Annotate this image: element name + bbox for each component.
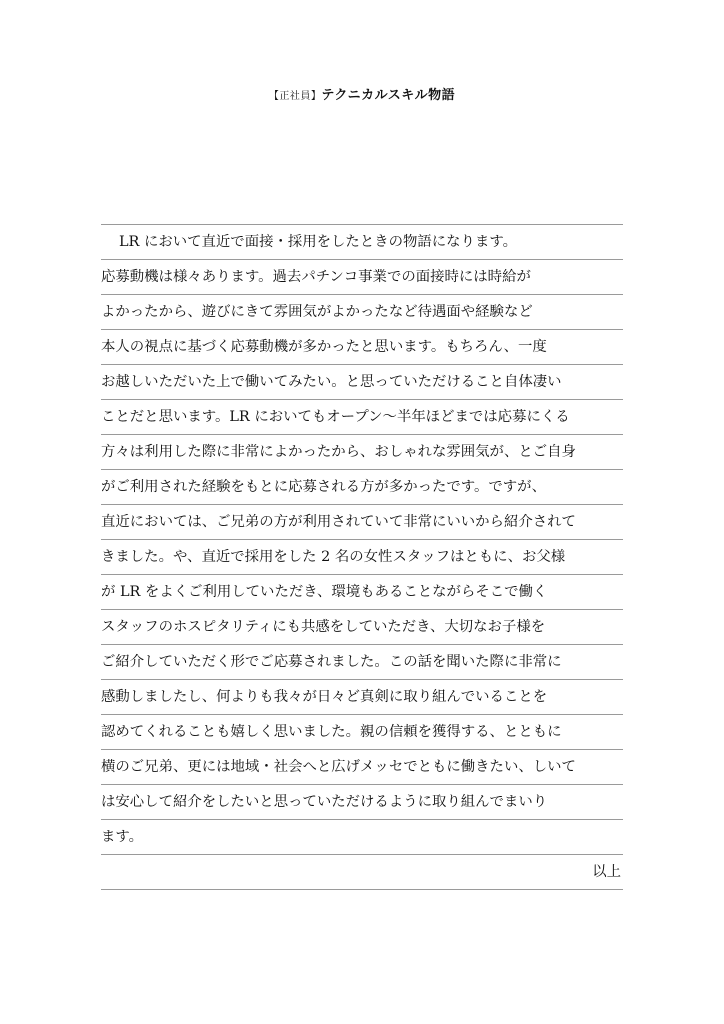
text-line: ご紹介していただく形でご応募されました。この話を聞いた際に非常に [101,645,623,680]
text-line: ます。 [101,820,623,855]
text-line: 応募動機は様々あります。過去パチンコ事業での面接時には時給が [101,260,623,295]
text-line: は安心して紹介をしたいと思っていただけるように取り組んでまいり [101,785,623,820]
text-line: がご利用された経験をもとに応募される方が多かったです。ですが、 [101,470,623,505]
text-line: お越しいただいた上で働いてみたい。と思っていただけること自体凄い [101,365,623,400]
title-main: テクニカルスキル物語 [321,88,456,103]
text-line: 方々は利用した際に非常によかったから、おしゃれな雰囲気が、とご自身 [101,435,623,470]
text-line: きました。や、直近で採用をした 2 名の女性スタッフはともに、お父様 [101,540,623,575]
text-line: 認めてくれることも嬉しく思いました。親の信頼を獲得する、とともに [101,715,623,750]
text-line: LR において直近で面接・採用をしたときの物語になります。 [101,225,623,260]
text-line: ことだと思います。LR においてもオープン～半年ほどまでは応募にくる [101,400,623,435]
text-line: スタッフのホスピタリティにも共感をしていただき、大切なお子様を [101,610,623,645]
ruled-text-body [101,224,623,890]
text-line: 本人の視点に基づく応募動機が多かったと思います。もちろん、一度 [101,330,623,365]
text-line: 直近においては、ご兄弟の方が利用されていて非常にいいから紹介されて [101,505,623,540]
text-line: よかったから、遊びにきて雰囲気がよかったなど待遇面や経験など [101,295,623,330]
text-line: が LR をよくご利用していただき、環境もあることながらそこで働く [101,575,623,610]
document-title [0,84,724,103]
text-line: 感動しましたし、何よりも我々が日々ど真剣に取り組んでいることを [101,680,623,715]
title-prefix: 【正社員】 [268,91,322,102]
text-line: 横のご兄弟、更には地域・社会へと広げメッセでともに働きたい、しいて [101,750,623,785]
closing-text: 以上 [101,855,623,890]
